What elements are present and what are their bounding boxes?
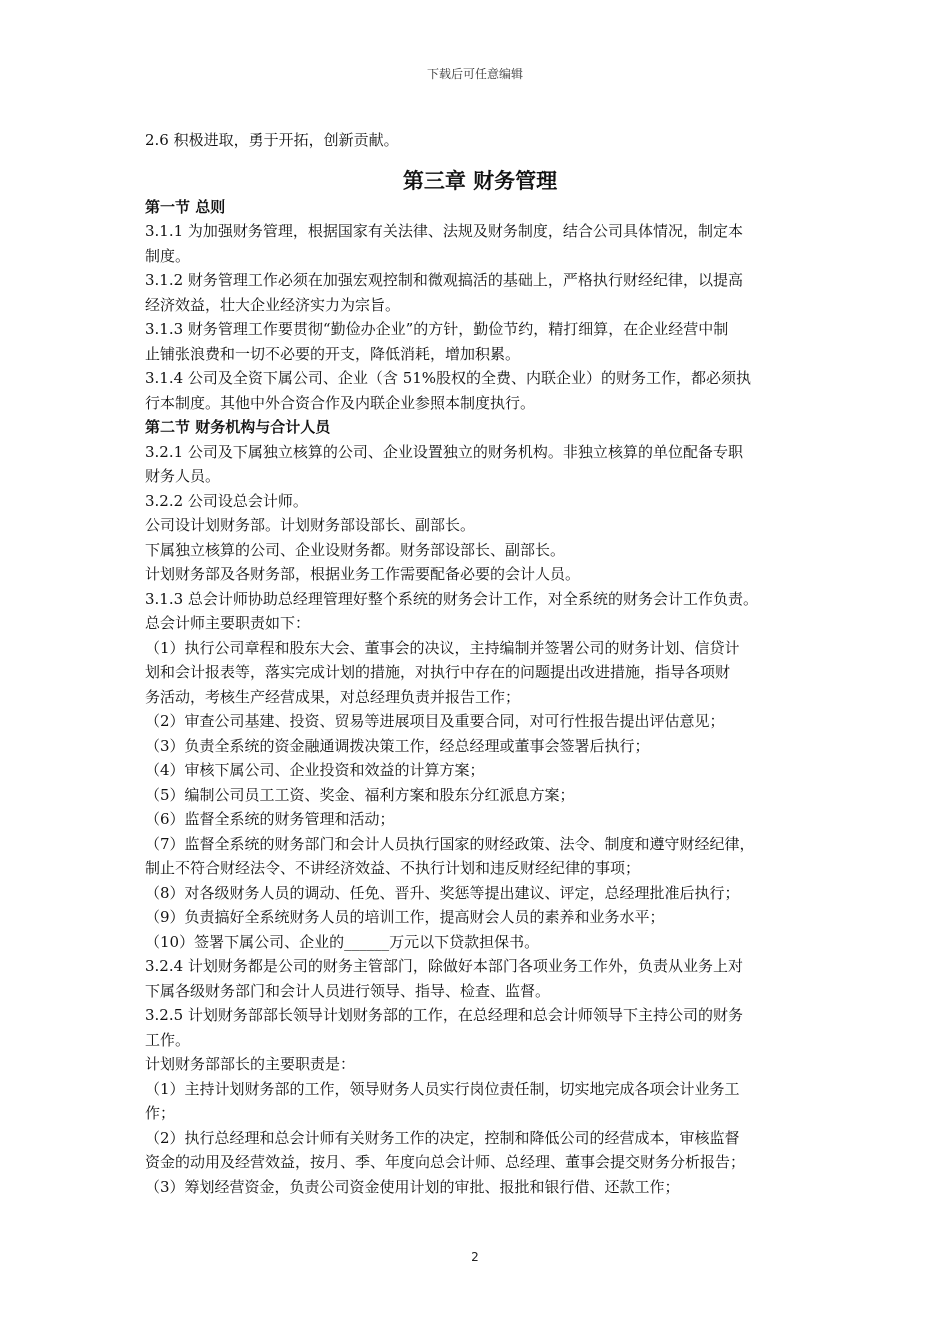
text-line: 3.2.4 计划财务都是公司的财务主管部门，除做好本部门各项业务工作外，负责从业务上对 bbox=[145, 957, 743, 975]
text-line: 务活动，考核生产经营成果，对总经理负责并报告工作； bbox=[145, 687, 521, 706]
text-line: 资金的动用及经营效益，按月、季、年度向总会计师、总经理、董事会提交财务分析报告； bbox=[145, 1153, 746, 1171]
text-line: （1）主持计划财务部的工作，领导财务人员实行岗位责任制，切实地完成各项会计业务工 bbox=[145, 1079, 740, 1098]
page-header: 下载后可任意编辑 bbox=[426, 67, 523, 81]
text-line: 3.1.3 财务管理工作要贯彻“勤俭办企业”的方针，勤俭节约，精打细算，在企业经营中制 bbox=[145, 320, 729, 338]
text-line: 下属各级财务部门和会计人员进行领导、指导、检查、监督。 bbox=[145, 981, 551, 1000]
text-line: 行本制度。其他中外合资合作及内联企业参照本制度执行。 bbox=[145, 393, 536, 412]
text-line: （3）筹划经营资金，负责公司资金使用计划的审批、报批和银行借、还款工作； bbox=[145, 1177, 680, 1196]
text-line: 下属独立核算的公司、企业设财务都。财务部设部长、副部长。 bbox=[145, 540, 566, 559]
text-line: 财务人员。 bbox=[145, 467, 221, 485]
text-line: （4）审核下属公司、企业投资和效益的计算方案； bbox=[145, 761, 485, 779]
section-finance-org-body bbox=[145, 440, 815, 1200]
text-line: （7）监督全系统的财务部门和会计人员执行国家的财经政策、法令、制度和遵守财经纪律， bbox=[145, 834, 755, 853]
text-line: 计划财务部部长的主要职责是： bbox=[145, 1055, 356, 1073]
text-line: 总会计师主要职责如下： bbox=[145, 614, 311, 632]
text-line: 3.1.2 财务管理工作必须在加强宏观控制和微观搞活的基础上，严格执行财经纪律，以提高 bbox=[145, 271, 743, 289]
document-body bbox=[145, 128, 815, 1199]
text-line: 工作。 bbox=[145, 1030, 191, 1049]
text-line: （9）负责搞好全系统财务人员的培训工作，提高财会人员的素养和业务水平； bbox=[145, 908, 665, 926]
chapter-title: 第三章 财务管理 bbox=[402, 168, 558, 193]
text-line: 3.1.1 为加强财务管理，根据国家有关法律、法规及财务制度，结合公司具体情况，制定本 bbox=[145, 222, 743, 240]
text-line: （6）监督全系统的财务管理和活动； bbox=[145, 810, 395, 828]
text-line: 划和会计报表等，落实完成计划的措施，对执行中存在的问题提出改进措施，指导各项财 bbox=[145, 663, 731, 681]
text-line: （1）执行公司章程和股东大会、董事会的决议，主持编制并签署公司的财务计划、信贷计 bbox=[145, 638, 740, 657]
text-line: （2）审查公司基建、投资、贸易等进展项目及重要合同，对可行性报告提出评估意见； bbox=[145, 712, 725, 730]
text-line: （5）编制公司员工工资、奖金、福利方案和股东分红派息方案； bbox=[145, 785, 575, 804]
section-title-finance-org: 第二节 财务机构与合计人员 bbox=[145, 418, 331, 436]
page-number: 2 bbox=[471, 1250, 479, 1264]
text-line: 公司设计划财务部。计划财务部设部长、副部长。 bbox=[145, 516, 476, 534]
text-line: 计划财务部及各财务部，根据业务工作需要配备必要的会计人员。 bbox=[145, 565, 581, 583]
text-line: 经济效益，壮大企业经济实力为宗旨。 bbox=[145, 295, 401, 314]
intro-paragraph: 2.6 积极进取，勇于开拓，创新贡献。 bbox=[145, 131, 399, 149]
text-line: 3.1.4 公司及全资下属公司、企业（含 51%股权的全费、内联企业）的财务工作，都必须执 bbox=[145, 369, 752, 387]
text-line: （10）签署下属公司、企业的______万元以下贷款担保书。 bbox=[145, 932, 540, 951]
text-line: 3.1.3 总会计师协助总经理管理好整个系统的财务会计工作，对全系统的财务会计工作负责。 bbox=[145, 589, 758, 608]
text-line: （8）对各级财务人员的调动、任免、晋升、奖惩等提出建议、评定，总经理批准后执行； bbox=[145, 883, 740, 902]
section-title-general: 第一节 总则 bbox=[145, 197, 226, 216]
text-line: 3.2.2 公司设总会计师。 bbox=[145, 491, 308, 510]
text-line: （2）执行总经理和总会计师有关财务工作的决定，控制和降低公司的经营成本，审核监督 bbox=[145, 1128, 740, 1147]
text-line: 作； bbox=[145, 1104, 176, 1122]
text-line: 制度。 bbox=[145, 246, 191, 265]
text-line: 3.2.1 公司及下属独立核算的公司、企业设置独立的财务机构。非独立核算的单位配备专职 bbox=[145, 442, 743, 461]
text-line: 制止不符合财经法令、不讲经济效益、不执行计划和违反财经纪律的事项； bbox=[145, 859, 641, 877]
text-line: 止铺张浪费和一切不必要的开支，降低消耗，增加积累。 bbox=[145, 344, 521, 363]
section-general-body bbox=[145, 219, 815, 415]
text-line: （3）负责全系统的资金融通调拨决策工作，经总经理或董事会签署后执行； bbox=[145, 736, 650, 755]
text-line: 3.2.5 计划财务部部长领导计划财务部的工作，在总经理和总会计师领导下主持公司的财务 bbox=[145, 1006, 743, 1024]
